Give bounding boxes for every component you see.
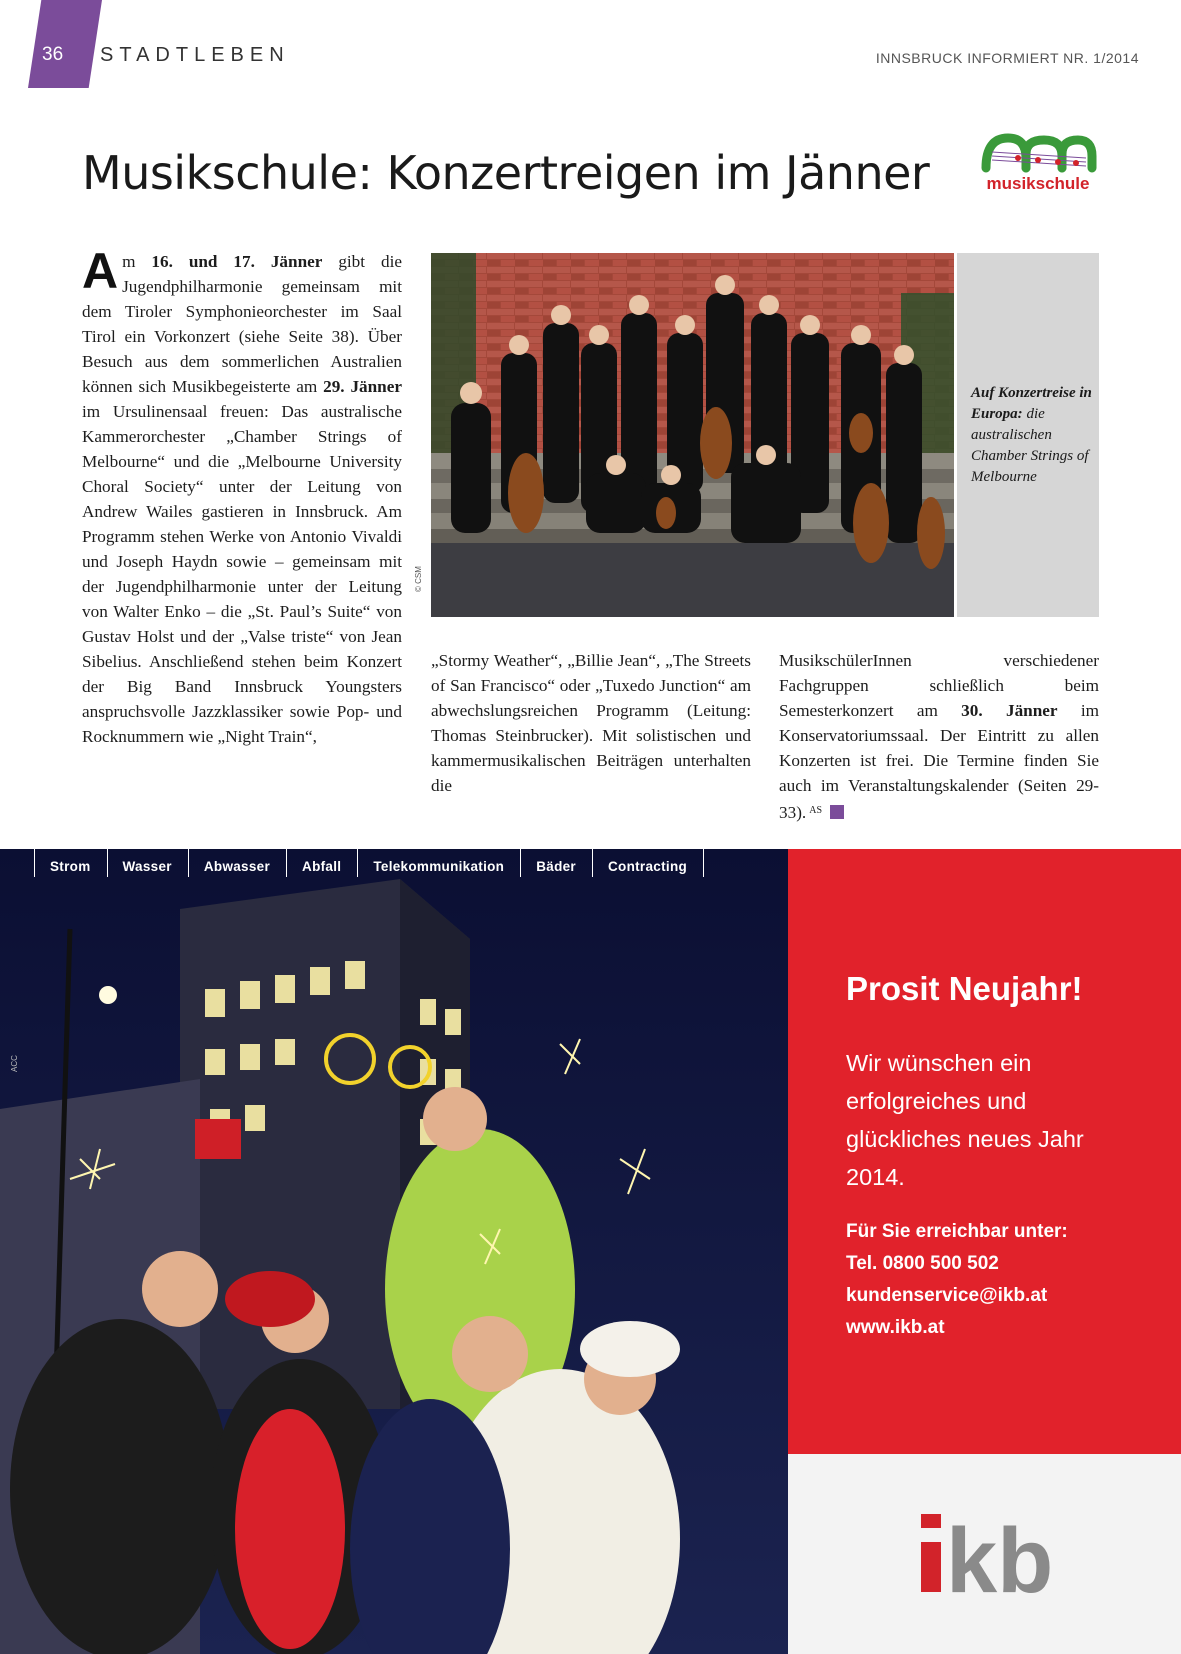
article-text: im Ursulinensaal freuen: Das australische Kammerorchester „Chamber Strings of Melbourne“ und die „Melbourne University Choral Society“ unter der Leitung von Andrew Wailes gastieren in Innsbruck. Am Programm stehen Werke von Antonio Vivaldi und Joseph Haydn sowie – gemeinsam mit der Jugendphilharmonie unter der Leitung von Walter Enko – die „St. Paul’s Suite“ von Gustav Holst und der „Valse triste“ von Jean Sibelius. Anschließend stehen beim Konzert der Big Band Innsbruck Youngsters anspruchsvolle Jazzklassiker sowie Pop- und Rocknummern wie „Night Train“, — [82, 402, 402, 746]
article-column-1 — [82, 243, 402, 749]
article-column-3 — [779, 648, 1099, 825]
photo-credit: © CSM — [414, 566, 423, 592]
caption-lead: Auf Konzertreise in Europa: — [971, 385, 1092, 422]
new-year-photo-illustration — [0, 849, 788, 1654]
ad-photo-credit: ACC — [10, 1055, 19, 1072]
caption-text: die australischen Chamber Strings of Melbourne — [971, 406, 1089, 485]
drop-cap: A — [82, 243, 119, 299]
issue-label: INNSBRUCK INFORMIERT NR. 1/2014 — [875, 50, 1139, 66]
nav-item-abfall[interactable]: Abfall — [286, 849, 357, 877]
article-text: im Konservatoriumssaal. Der Eintritt zu allen Konzerten ist frei. Die Termine finden Sie auch im Veranstaltungskalender (Seiten 29-33). — [779, 701, 1099, 822]
nav-item-abwasser[interactable]: Abwasser — [188, 849, 286, 877]
article-bold-date: 16. und 17. Jänner — [151, 252, 323, 271]
article-text: „Stormy Weather“, „Billie Jean“, „The Streets of San Francisco“ oder „Tuxedo Junction“ am abwechslungsreichen Programm (Leitung: Thomas Steinbrucker). Mit solistischen und kammermusikalischen Beiträgen unterhalten die — [431, 651, 751, 795]
nav-item-strom[interactable]: Strom — [34, 849, 107, 877]
author-initials: AS — [809, 805, 823, 816]
contact-intro: Für Sie erreichbar unter: — [846, 1221, 1068, 1242]
ad-photo — [0, 849, 788, 1654]
contact-email[interactable]: kundenservice@ikb.at — [846, 1285, 1048, 1306]
nav-item-telekommunikation[interactable]: Telekommunikation — [357, 849, 520, 877]
page-number-tab — [28, 0, 102, 88]
orchestra-photo-illustration — [431, 253, 954, 617]
article-text: m — [122, 252, 152, 271]
ikb-services-nav — [34, 849, 704, 877]
ad-wish-text: Wir wünschen ein erfolgreiches und glückliches neues Jahr 2014. — [846, 1050, 1084, 1190]
nav-item-contracting[interactable]: Contracting — [592, 849, 704, 877]
ikb-logo-icon — [918, 1510, 1058, 1600]
page-title: Musikschule: Konzertreigen im Jänner — [82, 146, 930, 200]
article-text: MusikschülerInnen verschiedener Fachgruppen schließlich beim Semesterkonzert am — [779, 651, 1099, 720]
contact-website[interactable]: www.ikb.at — [846, 1317, 945, 1338]
section-title: STADTLEBEN — [100, 44, 290, 66]
orchestra-photo — [431, 253, 954, 617]
photo-caption — [971, 383, 1095, 488]
ad-contact-block — [846, 1216, 1156, 1344]
nav-item-wasser[interactable]: Wasser — [107, 849, 188, 877]
article-bold-date: 29. Jänner — [323, 377, 402, 396]
article-column-2 — [431, 648, 751, 798]
nav-item-baeder[interactable]: Bäder — [520, 849, 592, 877]
article-text: gibt die Jugendphilharmonie gemeinsam mit dem Tiroler Symphonieorchester im Saal Tirol ein Vorkonzert (siehe Seite 38). Über Besuch aus dem sommerlichen Australien können sich Musikbegeisterte am — [82, 252, 402, 396]
ad-headline: Prosit Neujahr! — [846, 970, 1083, 1007]
page-number: 36 — [42, 44, 64, 65]
contact-phone[interactable]: Tel. 0800 500 502 — [846, 1253, 999, 1274]
ikb-logo-text: kb — [946, 1510, 1054, 1600]
article-bold-date: 30. Jänner — [961, 701, 1058, 720]
musikschule-logo-text: musikschule — [986, 174, 1090, 193]
end-mark-icon — [830, 805, 844, 819]
